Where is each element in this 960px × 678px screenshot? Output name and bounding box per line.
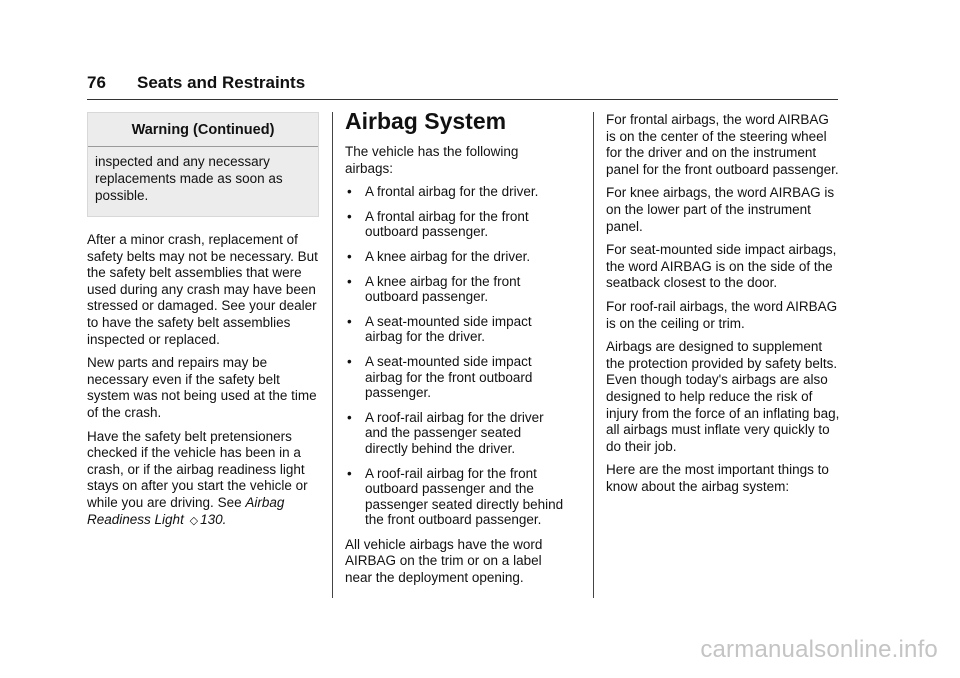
bullet-icon: • [347, 465, 352, 481]
paragraph: For roof-rail airbags, the word AIRBAG is on the ceiling or trim. [606, 298, 838, 331]
bullet-icon: • [347, 313, 352, 329]
cross-reference-link[interactable]: Airbag Readiness Light [87, 494, 285, 527]
page-number: 76 [87, 73, 106, 92]
list-item: • A roof-rail airbag for the front outboard passenger and the passenger seated directly behind the front outboard passenger. [347, 465, 564, 528]
column-middle [345, 108, 567, 594]
bullet-icon: • [347, 248, 352, 264]
bullet-icon: • [347, 273, 352, 289]
column-divider [332, 112, 333, 598]
warning-title: Warning (Continued) [88, 113, 318, 147]
paragraph: Airbags are designed to supplement the protection provided by safety belts. Even though today's airbags are also designed to help reduce the risk of injury from the force of an inflating bag, all airbags must inflate very quickly to do their job. [606, 339, 840, 454]
list-item: • A seat-mounted side impact airbag for the front outboard passenger. [347, 353, 533, 401]
list-item: • A roof-rail airbag for the driver and the passenger seated directly behind the driver. [347, 409, 544, 456]
list-item: • A frontal airbag for the front outboard passenger. [347, 208, 529, 240]
page-header [87, 70, 838, 100]
page-reference[interactable]: 130. [200, 511, 227, 527]
paragraph: For frontal airbags, the word AIRBAG is on the center of the steering wheel for the driver and on the instrument panel for the front outboard passenger. [606, 112, 839, 177]
column-divider [593, 112, 594, 598]
paragraph [87, 429, 322, 530]
paragraph: The vehicle has the following airbags: [345, 144, 519, 176]
list-item: • A frontal airbag for the driver. [347, 184, 539, 200]
bullet-icon: • [347, 409, 352, 425]
bullet-icon: • [347, 208, 352, 224]
list-item: • A knee airbag for the front outboard passenger. [347, 273, 521, 305]
column-right [606, 112, 841, 502]
list-item: • A knee airbag for the driver. [347, 248, 531, 264]
watermark: carmanualsonline.info [700, 636, 938, 663]
paragraph-text: Have the safety belt pretensioners checked if the vehicle has been in a crash, or if the airbag readiness light stays on after you start the vehicle or while you are driving. See [87, 428, 308, 510]
bullet-icon: • [347, 353, 352, 369]
paragraph: After a minor crash, replacement of safety belts may not be necessary. But the safety belt assemblies that were used during any crash may have been stressed or damaged. See your dealer to have the safety belt assemblies inspected or replaced. [87, 232, 318, 347]
list-item: • A seat-mounted side impact airbag for the driver. [347, 313, 532, 345]
paragraph: For knee airbags, the word AIRBAG is on the lower part of the instrument panel. [606, 185, 835, 234]
paragraph: All vehicle airbags have the word AIRBAG on the trim or on a label near the deployment opening. [345, 536, 543, 586]
section-heading: Airbag System [345, 108, 507, 134]
paragraph: Here are the most important things to know about the airbag system: [606, 462, 829, 494]
column-left [87, 112, 322, 536]
airbag-list [345, 184, 567, 528]
paragraph: For seat-mounted side impact airbags, the word AIRBAG is on the side of the seatback closest to the door. [606, 242, 837, 291]
warning-text: inspected and any necessary replacements made as soon as possible. [95, 154, 283, 203]
paragraph: New parts and repairs may be necessary even if the safety belt system was not being used at the time of the crash. [87, 355, 317, 420]
bullet-icon: • [347, 184, 352, 200]
warning-box [87, 112, 319, 217]
page-reference-icon: ◇ [189, 514, 199, 527]
section-title: Seats and Restraints [137, 73, 306, 92]
